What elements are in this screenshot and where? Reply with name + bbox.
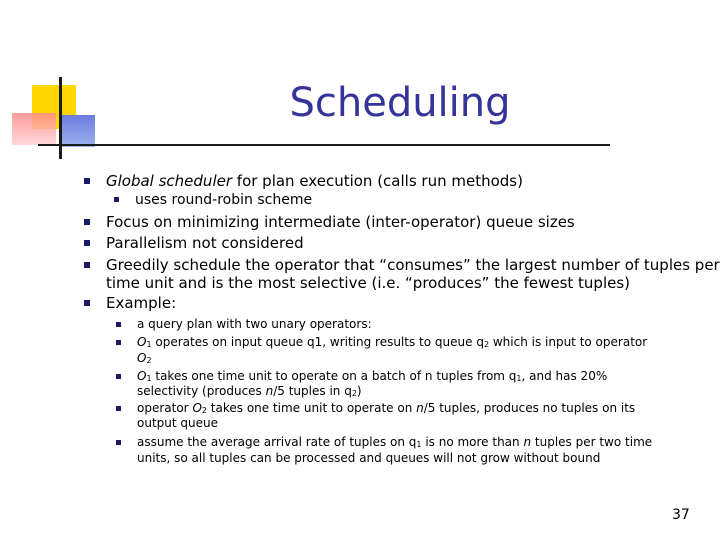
bullet-marker <box>84 219 90 225</box>
bullet-example: Example: <box>106 294 177 312</box>
bullet-greedy-line2: time unit and is the most selective (i.e. “produces” the fewest tuples) <box>106 274 631 292</box>
example-o2-line1: operator $O_2$ takes one time unit to operate on n/5 tuples, produces no tuples on its <box>137 401 636 415</box>
bullet-parallelism: Parallelism not considered <box>106 234 304 252</box>
example-arrival-line2: units, so all tuples can be processed and queues will not grow without bound <box>137 451 601 465</box>
example-o1-queue-line1: $O_1$ operates on input queue q1, writing results to queue $q_2$ which is input to operator <box>137 335 648 349</box>
bullet-marker <box>84 240 90 246</box>
bullet-queue-sizes: Focus on minimizing intermediate (inter-operator) queue sizes <box>106 213 575 231</box>
example-query-plan: a query plan with two unary operators: <box>137 317 372 331</box>
bullet-greedy-line1: Greedily schedule the operator that “consumes” the largest number of tuples per <box>106 256 720 274</box>
example-o1-selectivity-line2: selectivity (produces n/5 tuples in $q_2$) <box>137 384 362 398</box>
bullet-marker <box>116 440 121 445</box>
example-o1-selectivity-line1: $O_1$ takes one time unit to operate on a batch of n tuples from $q_1$, and has 20% <box>137 369 608 383</box>
bullet-marker <box>84 262 90 268</box>
page-number: 37 <box>672 507 690 523</box>
bullet-marker <box>116 340 121 345</box>
bullet-marker <box>114 197 119 202</box>
bullet-marker <box>116 322 121 327</box>
bullet-marker <box>116 406 121 411</box>
example-arrival-line1: assume the average arrival rate of tuples on $q_1$ is no more than n tuples per two time <box>137 435 653 449</box>
example-o1-queue-line2: $O_2$ <box>137 351 152 365</box>
bullet-round-robin: uses round-robin scheme <box>135 192 313 208</box>
example-o2-line2: output queue <box>137 416 218 430</box>
bullet-global-scheduler: Global scheduler for plan execution (calls run methods) <box>106 172 523 190</box>
bullet-marker <box>84 178 90 184</box>
bullet-marker <box>84 300 90 306</box>
slide-title: Scheduling <box>289 80 511 126</box>
bullet-marker <box>116 374 121 379</box>
